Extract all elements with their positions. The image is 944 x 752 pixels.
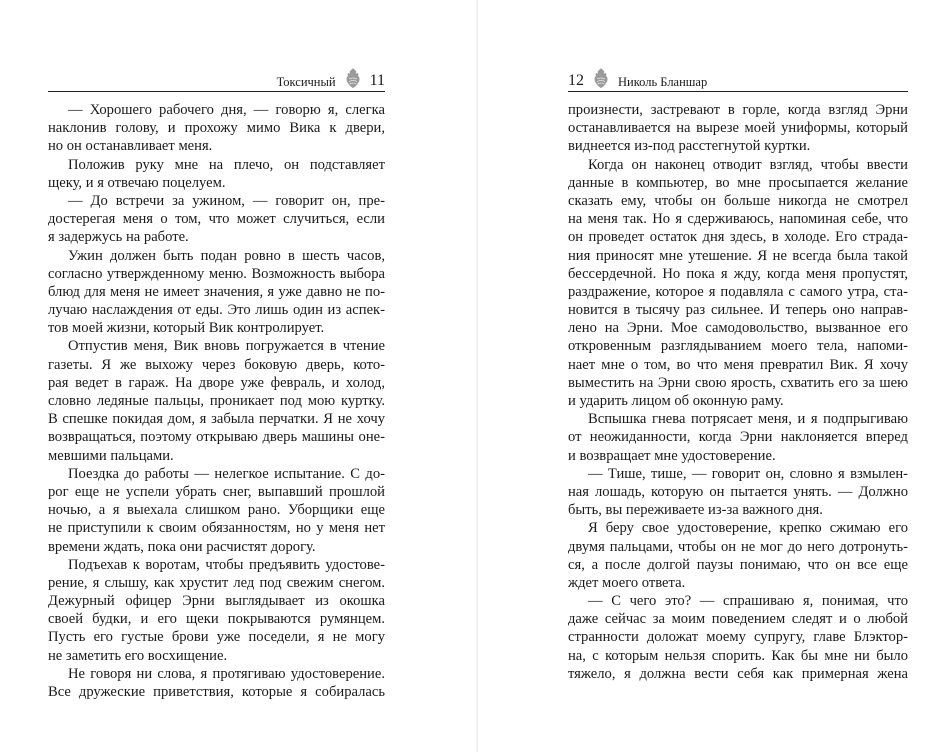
page-number: 12 [568,72,584,89]
text-line: рая ведет в гараж. На дворе уже февраль, и холод, [48,374,385,391]
text-line: наклонив голову, и прохожу мимо Вика к двери, [48,120,385,137]
text-line: Дежурный офицер Эрни выглядывает из окошка [48,593,385,610]
text-line: странности доложат моему супругу, главе Блэктор- [568,629,908,646]
text-line: не заметить его восхищение. [48,647,228,664]
running-header [48,66,385,92]
running-title: Николь Бланшар [618,75,708,89]
text-line: на, с которым нельзя спорить. Как бы мне ни было [568,647,908,664]
text-line: Пусть его густые брови уже поседели, я не могу [48,629,385,646]
flaming-heart-icon [592,67,610,89]
text-line: возвращаться, поэтому открываю дверь машины оне- [48,429,385,446]
text-line: раздражение, которое я подавляла с самого утра, ста- [568,283,908,300]
text-line: согласно утвержденному меню. Возможность выбора [48,265,385,282]
text-line: не приступили к своим обязанностям, но у меня нет [48,520,385,537]
text-line: но он останавливает меня. [48,138,213,155]
text-line: лучаю наслаждения от еды. Это лишь один из аспек- [48,302,385,319]
text-line: ночью, а я выехала слишком рано. Уборщики еще [48,502,385,519]
text-line: газеты. Я же выхожу через боковую дверь, кото- [48,356,385,373]
text-line: — Тише, тише, — говорит он, словно я взмылен- [588,465,908,482]
text-line: сказать ему, чтобы он больше никогда не смотрел [568,192,908,209]
text-line: откровенным разглядыванием моего тела, напоми- [568,338,908,355]
text-line: Не говоря ни слова, я протягиваю удостоверение. [68,665,385,682]
text-line: мевшими пальцами. [48,447,174,464]
text-line: ная лошадь, которую он пытается унять. — Должно [568,483,908,500]
text-line: тяжело, я должна вести себя как примерная жена [568,665,908,682]
text-line: рение, я слышу, как хрустит лед под свежим снегом. [48,574,385,591]
text-line: лено на Эрни. Мое самодовольство, вызванное его [568,320,908,337]
paragraph [48,156,385,192]
text-line: щеку, и я отвечаю поцелуем. [48,174,226,191]
page-body [568,101,908,683]
paragraph [48,465,385,556]
text-line: тов моей жизни, который Вик контролирует. [48,320,325,337]
text-line: Отпустив меня, Вик вновь погружается в чтение [68,338,385,355]
text-line: Когда он наконец отводит взгляд, чтобы ввести [588,156,908,173]
text-line: ждет моего ответа. [568,574,686,591]
text-line: Поездка до работы — нелегкое испытание. С до- [68,465,385,482]
paragraph [48,337,385,464]
text-line: произнести, застревают в горле, когда взгляд Эрни [568,102,908,118]
text-line: и возвращает мне удостоверение. [568,447,776,464]
text-line: рог еще не успели убрать снег, выпавший прошлой [48,483,385,500]
text-line: ся, а после долгой паузы понимаю, что он все еще [568,556,908,573]
running-header [568,66,908,92]
text-line: достерегая меня о том, что может случиться, если [48,211,385,228]
paragraph [568,592,908,683]
right-page [478,0,944,752]
paragraph [568,410,908,465]
paragraph [568,465,908,520]
text-line: — Хорошего рабочего дня, — говорю я, слегка [68,102,385,118]
text-line: на меня так. Но я сдерживаюсь, напоминая себе, что [568,211,908,228]
text-line: данные в компьютер, во мне просыпается желание [568,174,908,191]
text-line: Ужин должен быть подан ровно в шесть часов, [68,247,385,264]
text-line: — До встречи за ужином, — говорит он, пре- [68,192,385,209]
paragraph [568,101,908,156]
text-line: двумя пальцами, чтобы он не мог до него дотронуть- [568,538,908,555]
paragraph [48,556,385,665]
text-line: Положив руку мне на плечо, он подставляет [68,156,385,173]
text-line: бессердечной. Но пока я жду, когда меня пропустят, [568,265,908,282]
text-line: — С чего это? — спрашиваю я, понимая, что [588,593,908,610]
text-line: Все дружеские приветствия, которые я собиралась [48,684,385,700]
text-line: останавливается на вырезе моей униформы, который [568,120,908,137]
text-line: словно ледяные пальцы, проникает под мою куртку. [48,393,385,409]
paragraph [48,101,385,156]
text-line: быть, вы переживаете из-за важного дня. [568,502,823,519]
text-line: блюд для меня не имеет значения, я уже давно не по- [48,283,385,300]
text-line: В спешке покидая дом, я забыла перчатки. Я не хочу [48,411,385,428]
text-line: я задержусь на работе. [48,229,189,246]
text-line: он проведет остаток дня здесь, в холоде. Его страда- [568,229,908,246]
text-line: даже сейчас за моим поведением следят и о любой [568,611,908,628]
text-line: новится в тысячу раз сильнее. И теперь оно направ- [568,302,908,319]
flaming-heart-icon [344,67,362,89]
page-number: 11 [369,72,385,89]
text-line: Подъехав к воротам, чтобы предъявить удостове- [68,556,385,573]
text-line: времени ждать, пока они расчистят дорогу. [48,538,316,555]
text-line: своей будки, и его щеки покрываются румянцем. [48,611,385,628]
paragraph [568,156,908,411]
text-line: Вспышка гнева потрясает меня, и я подпрыгиваю [588,411,908,428]
text-line: от неожиданности, когда Эрни наклоняется вперед [568,429,908,446]
paragraph [48,247,385,338]
text-line: и ударить лицом об оконную раму. [568,393,784,409]
text-line: виднеется из-под расстегнутой куртки. [568,138,811,155]
running-title: Токсичный [276,75,336,89]
paragraph [48,192,385,247]
text-line: ния приносят мне утешение. Я не всегда была такой [568,247,908,264]
page-body [48,101,385,701]
text-line: нает мне о том, во что меня превратил Вик. Я хочу [568,356,908,373]
text-line: выместить на Эрни свою ярость, схватить его за шею [568,374,908,391]
paragraph [568,519,908,592]
paragraph [48,665,385,701]
text-line: Я беру свое удостоверение, крепко сжимаю его [588,520,908,537]
